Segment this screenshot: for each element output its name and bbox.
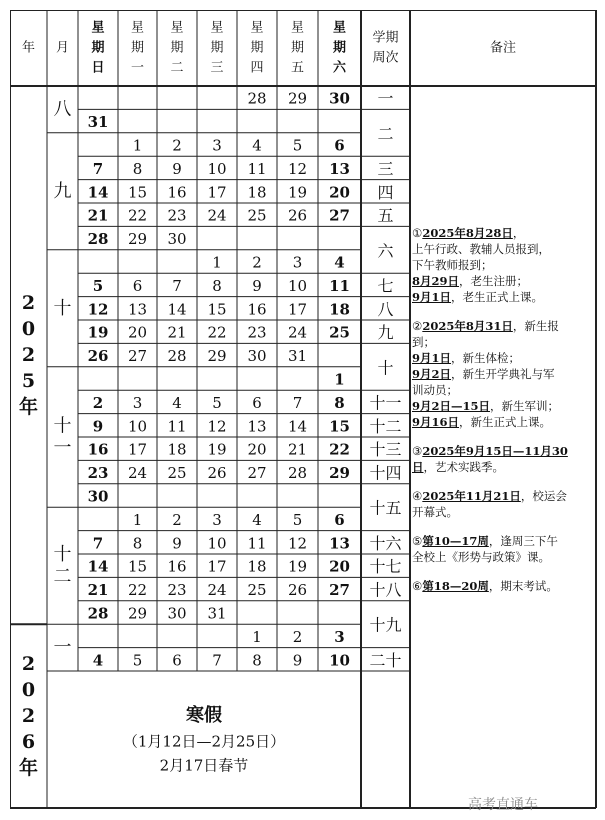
day-cell: 11 <box>247 534 267 553</box>
note-line <box>412 382 596 398</box>
day-cell: 28 <box>87 604 109 623</box>
week-number: 八 <box>377 299 394 319</box>
day-cell: 9 <box>252 276 262 295</box>
day-cell: 15 <box>329 417 350 436</box>
day-cell: 13 <box>247 417 267 436</box>
day-cell: 20 <box>127 323 148 342</box>
year-label: 2 <box>21 705 36 728</box>
month-label: 一 <box>53 637 72 659</box>
note-date: 2025年8月31日 <box>422 319 513 333</box>
day-cell: 12 <box>287 159 308 178</box>
day-cell: 22 <box>207 323 227 342</box>
note-date: 2025年11月21日 <box>422 489 521 503</box>
note-line <box>412 533 596 549</box>
day-cell: 6 <box>334 136 345 155</box>
day-cell: 5 <box>292 510 303 529</box>
day-cell: 7 <box>292 393 303 412</box>
week-number: 十二 <box>369 416 402 436</box>
day-cell: 31 <box>87 113 109 132</box>
day-cell: 14 <box>87 557 109 576</box>
day-cell: 5 <box>212 393 222 412</box>
day-cell: 7 <box>172 276 182 295</box>
day-cell: 27 <box>329 581 350 600</box>
day-cell: 4 <box>92 651 104 670</box>
note-date: 9月1日 <box>412 351 452 365</box>
note-line <box>412 350 596 366</box>
note-text: ⑥ <box>412 579 423 593</box>
week-number: 十七 <box>369 557 402 577</box>
note-line <box>412 289 596 305</box>
note-text: 上午行政、教辅人员报到， <box>412 242 550 256</box>
day-cell: 30 <box>167 230 187 249</box>
day-cell: 29 <box>127 230 148 249</box>
day-cell: 12 <box>87 300 109 319</box>
day-cell: 1 <box>132 510 143 529</box>
day-cell: 1 <box>334 370 345 389</box>
note-text: ，老生注册； <box>459 274 529 288</box>
day-cell: 30 <box>87 487 109 506</box>
note-line <box>412 549 596 565</box>
day-cell: 10 <box>287 276 308 295</box>
note-text: ⑤ <box>412 534 423 548</box>
day-cell: 21 <box>167 323 187 342</box>
header-weekday: 期 <box>290 40 305 56</box>
notes-column <box>412 225 596 607</box>
day-cell: 18 <box>247 183 267 202</box>
day-cell: 23 <box>167 581 187 600</box>
week-number: 二十 <box>369 650 402 670</box>
day-cell: 19 <box>287 557 308 576</box>
day-cell: 26 <box>287 206 308 225</box>
note-line <box>412 504 596 520</box>
week-number: 一 <box>377 89 394 109</box>
day-cell: 30 <box>167 604 187 623</box>
day-cell: 24 <box>127 464 148 483</box>
note-line <box>412 366 596 382</box>
day-cell: 16 <box>247 300 267 319</box>
day-cell: 28 <box>167 347 187 366</box>
day-cell: 4 <box>172 393 182 412</box>
week-number: 四 <box>377 182 394 202</box>
header-weekday: 星 <box>332 20 347 36</box>
week-number: 九 <box>377 323 394 343</box>
day-cell: 8 <box>132 159 143 178</box>
day-cell: 1 <box>212 253 222 272</box>
note-text: ，新生体检； <box>451 351 521 365</box>
header-weekday: 四 <box>250 60 264 76</box>
day-cell: 25 <box>329 323 350 342</box>
week-number: 十八 <box>369 580 402 600</box>
note-text: ，新生军训； <box>490 399 560 413</box>
note-item <box>412 488 596 520</box>
note-date: 日 <box>412 460 424 474</box>
day-cell: 2 <box>292 627 303 646</box>
day-cell: 4 <box>334 253 345 272</box>
day-cell: 10 <box>207 159 227 178</box>
vacation-festival: 2月17日春节 <box>159 756 249 775</box>
watermark: 高考直通车 <box>468 797 538 813</box>
year-label: 0 <box>21 679 36 702</box>
note-item <box>412 225 596 305</box>
day-cell: 17 <box>127 440 148 459</box>
note-text: ，期末考试。 <box>488 579 558 593</box>
note-line <box>412 488 596 504</box>
day-cell: 31 <box>207 604 227 623</box>
day-cell: 16 <box>87 440 109 459</box>
day-cell: 8 <box>132 534 143 553</box>
day-cell: 9 <box>92 417 104 436</box>
note-date: 9月16日 <box>412 415 460 429</box>
header-weekday: 期 <box>91 40 105 56</box>
day-cell: 29 <box>207 347 227 366</box>
header-week: 学期 <box>372 30 399 46</box>
day-cell: 21 <box>87 206 109 225</box>
day-cell: 11 <box>167 417 187 436</box>
day-cell: 5 <box>92 276 104 295</box>
day-cell: 3 <box>212 510 222 529</box>
note-item <box>412 318 596 430</box>
year-label: 5 <box>21 370 36 393</box>
month-label: 八 <box>53 98 72 120</box>
header-month: 月 <box>55 40 70 56</box>
note-text: ③ <box>412 444 423 458</box>
day-cell: 13 <box>329 159 350 178</box>
note-line <box>412 414 596 430</box>
note-date: 9月1日 <box>412 290 452 304</box>
note-line <box>412 273 596 289</box>
week-number: 十六 <box>369 533 402 553</box>
day-cell: 26 <box>87 347 109 366</box>
day-cell: 30 <box>329 89 350 108</box>
day-cell: 17 <box>207 557 227 576</box>
header-weekday: 期 <box>130 40 145 56</box>
day-cell: 10 <box>127 417 148 436</box>
day-cell: 20 <box>329 183 350 202</box>
day-cell: 7 <box>92 534 104 553</box>
day-cell: 29 <box>287 89 308 108</box>
note-line <box>412 398 596 414</box>
header-weekday: 日 <box>91 60 105 76</box>
day-cell: 17 <box>287 300 308 319</box>
month-label: 二 <box>53 566 72 588</box>
header-weekday: 期 <box>332 40 347 56</box>
day-cell: 6 <box>334 510 345 529</box>
day-cell: 10 <box>329 651 350 670</box>
day-cell: 23 <box>247 323 267 342</box>
day-cell: 8 <box>334 393 345 412</box>
day-cell: 19 <box>207 440 227 459</box>
header-weekday: 期 <box>250 40 264 56</box>
day-cell: 18 <box>329 300 350 319</box>
day-cell: 17 <box>207 183 227 202</box>
note-text: ，逢周三下午 <box>488 534 558 548</box>
day-cell: 14 <box>167 300 187 319</box>
day-cell: 7 <box>212 651 222 670</box>
day-cell: 3 <box>292 253 303 272</box>
day-cell: 3 <box>212 136 222 155</box>
day-cell: 2 <box>172 136 182 155</box>
day-cell: 6 <box>252 393 262 412</box>
note-text: ，新生开学典礼与军 <box>451 367 555 381</box>
day-cell: 25 <box>167 464 187 483</box>
day-cell: 25 <box>247 206 267 225</box>
note-item <box>412 578 596 594</box>
day-cell: 9 <box>172 534 182 553</box>
day-cell: 9 <box>172 159 182 178</box>
month-label: 九 <box>53 180 72 202</box>
day-cell: 2 <box>252 253 262 272</box>
day-cell: 27 <box>247 464 267 483</box>
day-cell: 30 <box>247 347 267 366</box>
header-weekday: 五 <box>290 60 305 76</box>
day-cell: 24 <box>207 206 227 225</box>
day-cell: 5 <box>292 136 303 155</box>
note-text: 到； <box>412 335 435 349</box>
day-cell: 14 <box>287 417 308 436</box>
day-cell: 22 <box>127 206 148 225</box>
day-cell: 18 <box>167 440 187 459</box>
day-cell: 19 <box>287 183 308 202</box>
note-date: 2025年8月28日 <box>422 226 513 240</box>
day-cell: 11 <box>247 159 267 178</box>
note-text: ， <box>512 226 525 240</box>
day-cell: 13 <box>329 534 350 553</box>
day-cell: 27 <box>329 206 350 225</box>
day-cell: 3 <box>334 627 345 646</box>
header-weekday: 期 <box>170 40 184 56</box>
day-cell: 26 <box>287 581 308 600</box>
header-weekday: 一 <box>130 60 145 76</box>
month-label: 十 <box>53 415 72 437</box>
day-cell: 11 <box>329 276 350 295</box>
year-label: 2 <box>21 292 36 315</box>
note-date: 第18—20周 <box>422 579 489 593</box>
month-label: 一 <box>53 437 72 459</box>
day-cell: 3 <box>132 393 143 412</box>
note-text: ，校运会 <box>520 489 567 503</box>
note-text: 开幕式。 <box>412 505 458 519</box>
week-number: 十 <box>377 358 394 378</box>
day-cell: 16 <box>167 183 187 202</box>
week-number: 五 <box>377 206 394 226</box>
note-text: ，新生正式上课。 <box>459 415 552 429</box>
day-cell: 6 <box>172 651 182 670</box>
day-cell: 7 <box>92 159 104 178</box>
week-number: 十一 <box>369 393 402 413</box>
day-cell: 24 <box>287 323 308 342</box>
note-text: ④ <box>412 489 423 503</box>
day-cell: 22 <box>329 440 350 459</box>
vacation-range: （1月12日—2月25日） <box>122 732 286 751</box>
note-line <box>412 459 596 475</box>
day-cell: 24 <box>207 581 227 600</box>
note-line <box>412 257 596 273</box>
day-cell: 1 <box>132 136 143 155</box>
note-date: 8月29日 <box>412 274 460 288</box>
day-cell: 2 <box>92 393 104 412</box>
day-cell: 21 <box>87 581 109 600</box>
day-cell: 25 <box>247 581 267 600</box>
header-weekday: 星 <box>130 20 145 36</box>
header-weekday: 星 <box>210 20 224 36</box>
day-cell: 13 <box>127 300 148 319</box>
day-cell: 23 <box>167 206 187 225</box>
day-cell: 4 <box>252 136 262 155</box>
week-number: 十五 <box>369 498 402 518</box>
header-weekday: 星 <box>250 20 264 36</box>
month-label: 十 <box>53 297 72 319</box>
day-cell: 12 <box>207 417 227 436</box>
note-text: ，艺术实践季。 <box>423 460 504 474</box>
vacation-title: 寒假 <box>186 705 222 726</box>
day-cell: 23 <box>87 464 109 483</box>
note-text: 全校上《形势与政策》课。 <box>412 550 550 564</box>
year-label: 2 <box>21 344 36 367</box>
year-label: 年 <box>18 396 39 419</box>
day-cell: 29 <box>329 464 350 483</box>
note-item <box>412 443 596 475</box>
note-text: ，老生正式上课。 <box>451 290 544 304</box>
note-text: ① <box>412 226 423 240</box>
day-cell: 21 <box>287 440 308 459</box>
day-cell: 28 <box>247 89 267 108</box>
note-date: 2025年9月15日—11月30 <box>422 444 568 458</box>
note-line <box>412 334 596 350</box>
note-line <box>412 241 596 257</box>
day-cell: 18 <box>247 557 267 576</box>
note-line <box>412 578 596 594</box>
day-cell: 20 <box>329 557 350 576</box>
header-weekday: 二 <box>170 60 184 76</box>
week-number: 三 <box>377 159 394 179</box>
note-text: ，新生报 <box>512 319 559 333</box>
day-cell: 31 <box>287 347 308 366</box>
day-cell: 15 <box>127 557 148 576</box>
day-cell: 1 <box>252 627 262 646</box>
week-number: 十四 <box>369 463 402 483</box>
month-label: 十 <box>53 544 72 566</box>
day-cell: 19 <box>87 323 109 342</box>
day-cell: 15 <box>127 183 148 202</box>
week-number: 十九 <box>369 615 402 635</box>
header-weekday: 星 <box>91 20 105 36</box>
day-cell: 6 <box>132 276 143 295</box>
note-date: 第10—17周 <box>422 534 489 548</box>
day-cell: 10 <box>207 534 227 553</box>
day-cell: 8 <box>252 651 262 670</box>
day-cell: 9 <box>292 651 303 670</box>
year-label: 年 <box>18 757 39 780</box>
note-line <box>412 318 596 334</box>
note-date: 9月2日—15日 <box>412 399 491 413</box>
note-date: 9月2日 <box>412 367 452 381</box>
header-weekday: 三 <box>210 60 224 76</box>
week-number: 二 <box>377 124 394 144</box>
header-year: 年 <box>21 40 36 56</box>
year-label: 6 <box>21 731 36 754</box>
day-cell: 22 <box>127 581 148 600</box>
header-week: 周次 <box>372 50 399 66</box>
week-number: 七 <box>377 276 394 296</box>
day-cell: 26 <box>207 464 227 483</box>
header-weekday: 期 <box>210 40 224 56</box>
header-weekday: 星 <box>170 20 184 36</box>
day-cell: 4 <box>252 510 262 529</box>
note-item <box>412 533 596 565</box>
day-cell: 16 <box>167 557 187 576</box>
note-text: 训动员； <box>412 383 458 397</box>
day-cell: 20 <box>247 440 267 459</box>
day-cell: 12 <box>287 534 308 553</box>
week-number: 十三 <box>369 440 402 460</box>
header-weekday: 六 <box>332 60 347 76</box>
day-cell: 28 <box>287 464 308 483</box>
day-cell: 8 <box>212 276 222 295</box>
year-label: 0 <box>21 318 36 341</box>
note-text: 下午教师报到； <box>412 258 493 272</box>
note-text: ② <box>412 319 423 333</box>
day-cell: 14 <box>87 183 109 202</box>
day-cell: 27 <box>127 347 148 366</box>
day-cell: 15 <box>207 300 227 319</box>
day-cell: 5 <box>132 651 143 670</box>
week-number: 六 <box>377 241 394 261</box>
day-cell: 28 <box>87 230 109 249</box>
day-cell: 29 <box>127 604 148 623</box>
header-notes: 备注 <box>489 40 517 56</box>
year-label: 2 <box>21 653 36 676</box>
header-weekday: 星 <box>290 20 305 36</box>
note-line <box>412 443 596 459</box>
note-line <box>412 225 596 241</box>
day-cell: 2 <box>172 510 182 529</box>
